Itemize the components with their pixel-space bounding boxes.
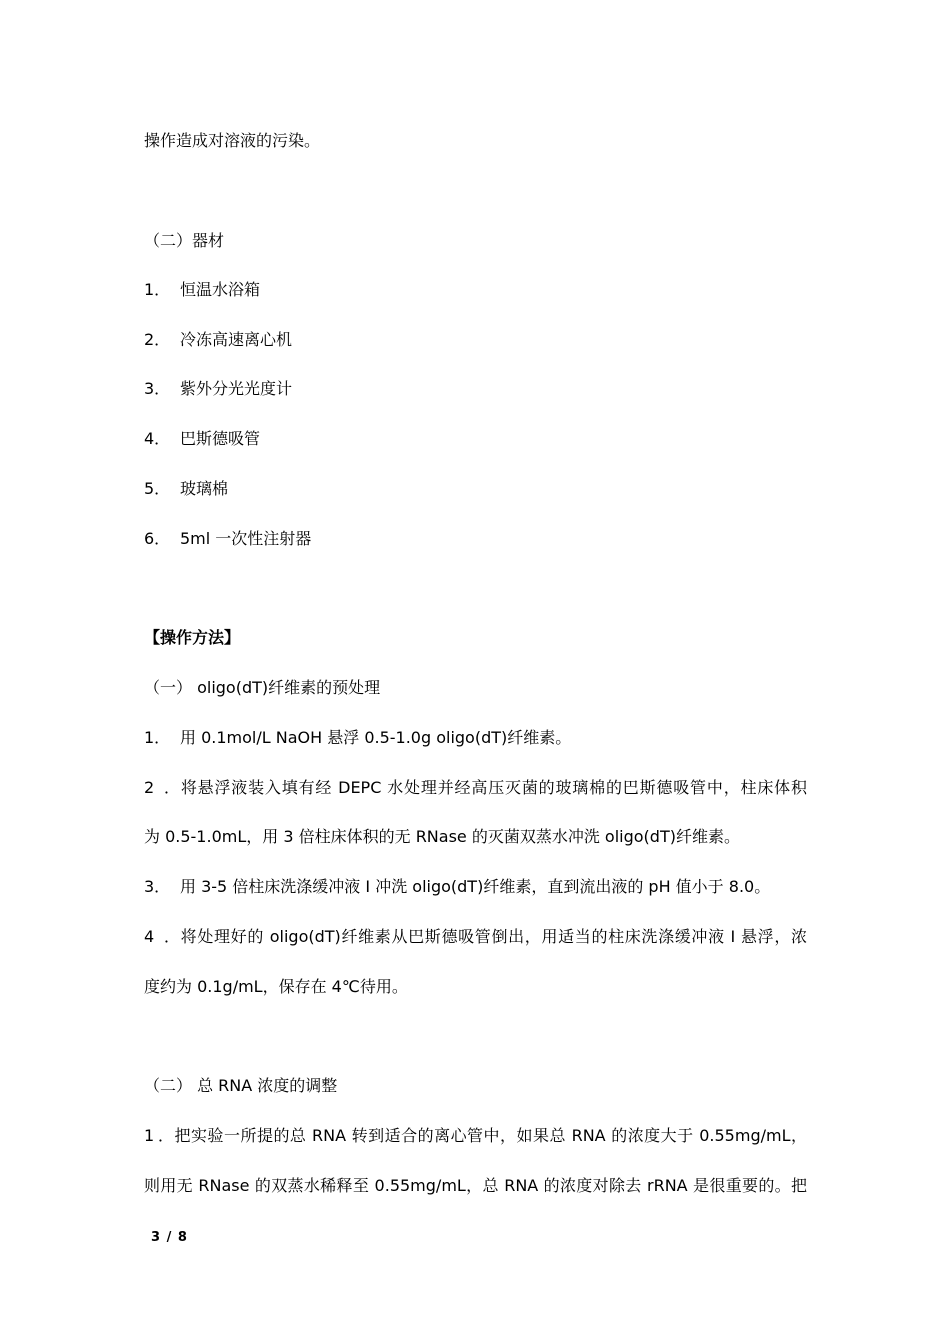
step-number: 2． [144, 778, 180, 797]
page-number: 3 / 8 [151, 1230, 188, 1245]
section2-heading: （二） 总 RNA 浓度的调整 [144, 1076, 338, 1095]
item-number: 6． [144, 529, 171, 548]
item-text: 紫外分光光度计 [180, 379, 293, 398]
method-step [144, 1125, 807, 1147]
step-number: 1． [144, 728, 171, 747]
item-number: 3． [144, 379, 171, 398]
method-step [144, 777, 807, 799]
step-text: 将处理好的 oligo(dT)纤维素从巴斯德吸管倒出，用适当的柱床洗涤缓冲液 I 悬浮，浓 [180, 927, 807, 946]
section1-heading: （一） oligo(dT)纤维素的预处理 [144, 678, 381, 697]
step-text: 把实验一所提的总 RNA 转到适合的离心管中，如果总 RNA 的浓度大于 0.55mg/mL， [174, 1126, 807, 1145]
step-text: 用 3-5 倍柱床洗涤缓冲液 I 冲洗 oligo(dT)纤维素，直到流出液的 pH 值小于 8.0。 [180, 877, 771, 896]
method-step [144, 727, 571, 749]
step-number: 3． [144, 877, 171, 896]
item-text: 冷冻高速离心机 [180, 330, 293, 349]
equipment-heading: （二）器材 [144, 231, 225, 250]
item-text: 巴斯德吸管 [180, 429, 261, 448]
equipment-item [144, 378, 292, 400]
item-text: 5ml 一次性注射器 [180, 529, 312, 548]
step-text: 将悬浮液装入填有经 DEPC 水处理并经高压灭菌的玻璃棉的巴斯德吸管中，柱床体积 [180, 778, 807, 797]
item-text: 玻璃棉 [180, 479, 229, 498]
step-continuation: 则用无 RNase 的双蒸水稀释至 0.55mg/mL，总 RNA 的浓度对除去 rRNA 是很重要的。把 [144, 1176, 807, 1195]
item-number: 4． [144, 429, 171, 448]
item-number: 2． [144, 330, 171, 349]
method-step [144, 926, 807, 948]
method-heading: 【操作方法】 [144, 628, 241, 647]
step-text: 用 0.1mol/L NaOH 悬浮 0.5-1.0g oligo(dT)纤维素。 [180, 728, 572, 747]
equipment-item [144, 428, 260, 450]
item-number: 1． [144, 280, 171, 299]
intro-tail-text: 操作造成对溶液的污染。 [144, 131, 321, 150]
item-text: 恒温水浴箱 [180, 280, 261, 299]
equipment-item [144, 478, 228, 500]
equipment-item [144, 329, 292, 351]
equipment-item [144, 528, 311, 550]
step-continuation: 度约为 0.1g/mL，保存在 4℃待用。 [144, 977, 408, 996]
step-continuation: 为 0.5-1.0mL，用 3 倍柱床体积的无 RNase 的灭菌双蒸水冲洗 oligo(dT)纤维素。 [144, 827, 740, 846]
item-number: 5． [144, 479, 171, 498]
equipment-item [144, 279, 260, 301]
method-step [144, 876, 770, 898]
step-number: 4． [144, 927, 180, 946]
step-number: 1． [144, 1126, 174, 1145]
